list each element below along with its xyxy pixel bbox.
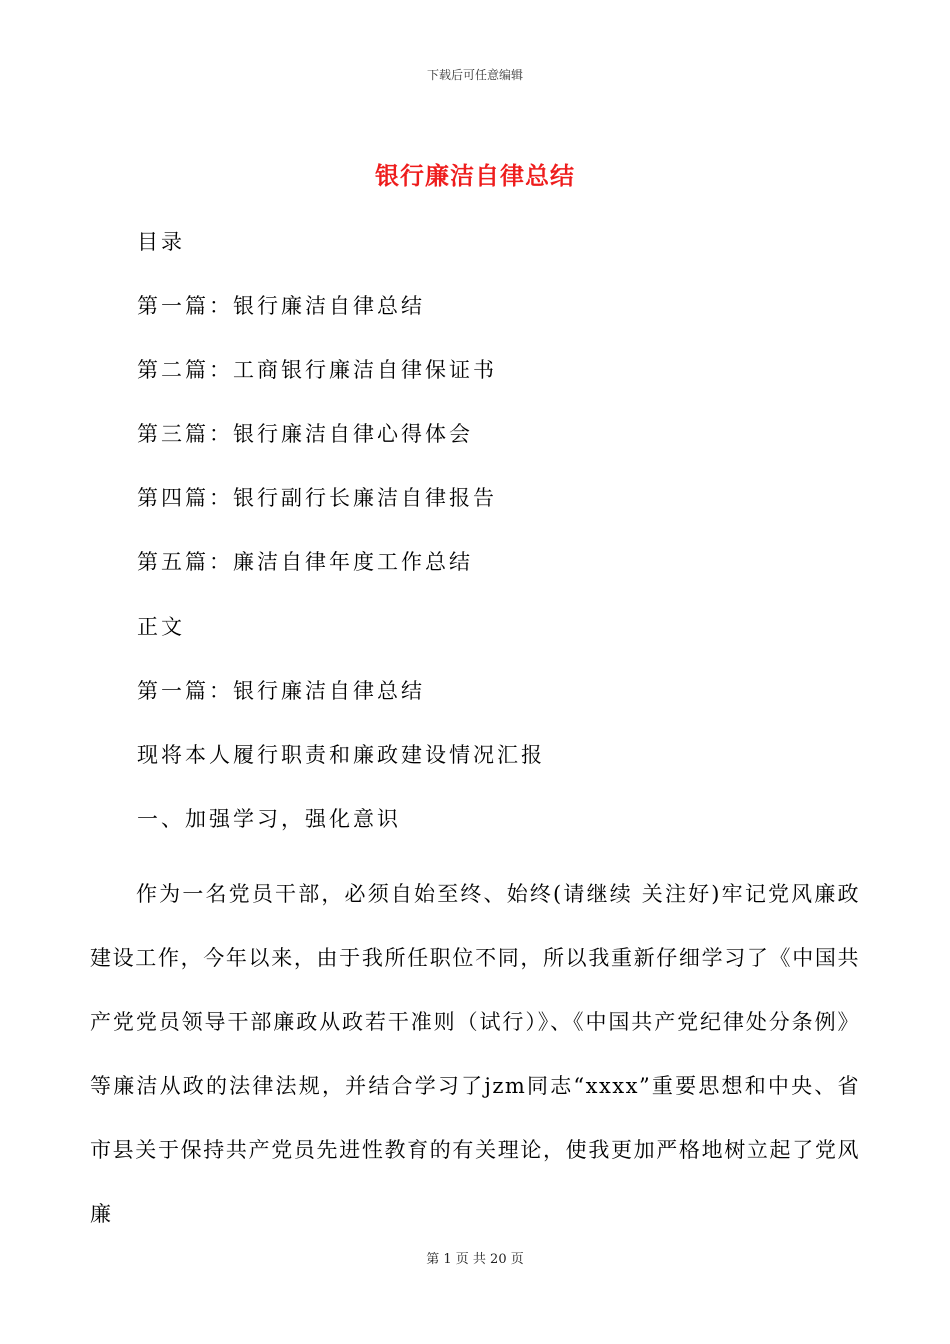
page-footer: 第 1 页 共 20 页 [426, 1252, 524, 1267]
body-heading: 正文 [137, 615, 185, 639]
toc-item-5: 第五篇：廉洁自律年度工作总结 [137, 550, 473, 574]
document-title: 银行廉洁自律总结 [375, 161, 575, 190]
intro-line: 现将本人履行职责和廉政建设情况汇报 [137, 743, 545, 767]
toc-item-3: 第三篇：银行廉洁自律心得体会 [137, 422, 473, 446]
toc-heading: 目录 [137, 230, 185, 254]
page-header-note: 下载后可任意编辑 [426, 68, 523, 82]
section-heading-1: 一、加强学习，强化意识 [137, 807, 401, 831]
toc-item-2: 第二篇：工商银行廉洁自律保证书 [137, 358, 497, 382]
body-paragraph-1: 作为一名党员干部，必须自始至终、始终(请继续 关注好)牢记党风廉政建设工作，今年以来，由于我所任职位不同，所以我重新仔细学习了《中国共产党党员领导干部廉政从政若干准则（试行）》、《中国共产党纪律处分条例》等廉洁从政的法律法规，并结合学习了jzm同志“xxxx”重要思想和中央、省市县关于保持共产党员先进性教育的有关理论，使我更加严格地树立起了党风廉 [90, 882, 860, 1226]
toc-item-4: 第四篇：银行副行长廉洁自律报告 [137, 486, 497, 510]
toc-item-1: 第一篇：银行廉洁自律总结 [137, 294, 425, 318]
chapter-title: 第一篇：银行廉洁自律总结 [137, 679, 425, 703]
